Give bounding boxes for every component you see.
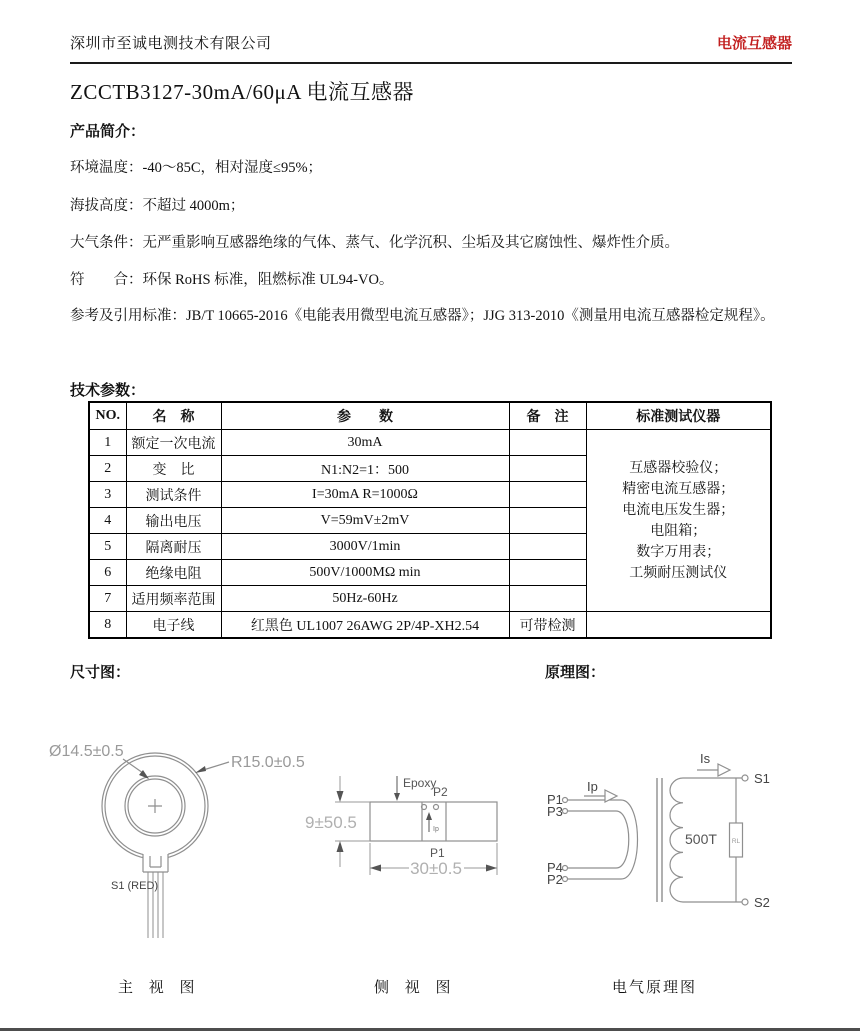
table-cell: 2 [89, 456, 126, 482]
intro-altitude: 海拔高度：不超过 4000m； [70, 198, 245, 214]
terminal-p1-node [563, 798, 568, 803]
epoxy-label: Epoxy [403, 776, 437, 790]
table-row [89, 430, 771, 456]
params-heading: 技术参数： [70, 383, 146, 399]
col-header-no: NO. [89, 402, 126, 430]
turns-label: 500T [685, 831, 717, 847]
table-cell: 变 比 [126, 456, 221, 482]
secondary-current-arrowhead [718, 764, 730, 776]
product-category-label: 电流互感器 [716, 36, 792, 52]
table-cell: 红黑色 UL1007 26AWG 2P/4P-XH2.54 [221, 612, 509, 639]
instrument-item: 电阻箱； [650, 523, 707, 539]
load-resistor-label: RL [731, 838, 741, 845]
instrument-item: 精密电流互感器； [622, 481, 735, 497]
terminal-p2-node [563, 877, 568, 882]
height-dimension: 9±50.5 [305, 813, 357, 832]
width-arrow-left [370, 865, 381, 872]
intro-temperature: 环境温度：-40～85C，相对湿度≤95%； [70, 160, 323, 176]
outer-radius-dimension: R15.0±0.5 [231, 754, 305, 771]
dimension-figure-heading: 尺寸图： [70, 665, 131, 681]
table-row [89, 612, 771, 639]
col-header-instruments: 标准测试仪器 [586, 402, 771, 430]
primary-current-label: Ip [587, 779, 598, 794]
table-header-row [89, 402, 771, 430]
width-arrow-right [486, 865, 497, 872]
table-cell: I=30mA R=1000Ω [221, 482, 509, 508]
table-cell: N1:N2=1：500 [221, 456, 509, 482]
col-header-note: 备 注 [509, 402, 586, 430]
intro-atmosphere: 大气条件：无严重影响互感器绝缘的气体、蒸气、化学沉积、尘垢及其它腐蚀性、爆炸性介质。 [70, 235, 679, 251]
table-cell: 5 [89, 534, 126, 560]
instrument-item: 电流电压发生器； [622, 502, 735, 518]
secondary-current-label: Is [700, 751, 711, 766]
inner-diameter-dimension: Ø14.5±0.5 [49, 743, 124, 760]
terminal-s2-node [742, 899, 748, 905]
table-cell [509, 508, 586, 534]
parameters-table [88, 401, 772, 639]
instruments-empty-cell [586, 612, 771, 639]
table-cell: 7 [89, 586, 126, 612]
table-cell [509, 586, 586, 612]
instrument-item: 工频耐压测试仪 [629, 565, 728, 581]
epoxy-arrowhead [394, 793, 400, 801]
table-cell: 可带检测 [509, 612, 586, 639]
table-cell: 隔离耐压 [126, 534, 221, 560]
connector-mask [143, 853, 168, 872]
side-view-drawing [300, 740, 530, 885]
table-cell: 30mA [221, 430, 509, 456]
table-cell [509, 456, 586, 482]
table-cell: 1 [89, 430, 126, 456]
height-arrow-top [337, 791, 344, 802]
terminal-p3-label: P3 [547, 804, 563, 819]
terminal-p2-label: P2 [547, 872, 563, 887]
electrical-schematic-drawing [535, 735, 830, 925]
page-header [70, 32, 792, 64]
table-cell [509, 482, 586, 508]
company-name: 深圳市至诚电测技术有限公司 [70, 36, 272, 52]
terminal-p4-node [563, 866, 568, 871]
side-view-caption: 侧 视 图 [374, 980, 457, 996]
table-cell: 测试条件 [126, 482, 221, 508]
page-title: ZCCTB3127-30mA/60μA 电流互感器 [70, 80, 415, 104]
col-header-name: 名 称 [126, 402, 221, 430]
table-cell: V=59mV±2mV [221, 508, 509, 534]
terminal-p3-node [563, 809, 568, 814]
pin-p1-label: P1 [430, 846, 445, 860]
ip-arrowhead [426, 812, 432, 820]
table-cell: 输出电压 [126, 508, 221, 534]
height-arrow-bottom [337, 841, 344, 852]
table-cell [509, 430, 586, 456]
col-header-parameter: 参 数 [221, 402, 509, 430]
pin-hole-right [434, 805, 439, 810]
table-cell: 绝缘电阻 [126, 560, 221, 586]
width-dimension: 30±0.5 [410, 859, 462, 878]
table-cell: 3000V/1min [221, 534, 509, 560]
front-view-caption: 主 视 图 [118, 980, 201, 996]
instrument-item: 数字万用表； [636, 544, 721, 560]
terminal-s2-label: S2 [754, 895, 770, 910]
outer-dim-arrowhead [195, 766, 206, 773]
table-cell: 50Hz-60Hz [221, 586, 509, 612]
pin-p2-label: P2 [433, 785, 448, 799]
table-cell [509, 534, 586, 560]
wire-color-label: S1 (RED) [111, 880, 159, 892]
center-cross-mark [148, 799, 162, 813]
table-cell: 3 [89, 482, 126, 508]
intro-compliance: 符 合：环保 RoHS 标准，阻燃标准 UL94-VO。 [70, 272, 394, 288]
intro-heading: 产品简介： [70, 124, 146, 140]
table-cell: 4 [89, 508, 126, 534]
primary-loop-inner [568, 811, 629, 868]
schematic-caption: 电气原理图 [612, 980, 698, 996]
terminal-s1-node [742, 775, 748, 781]
intro-standards: 参考及引用标准：JB/T 10665-2016《电能表用微型电流互感器》；JJG 313-2010《测量用电流互感器检定规程》。 [70, 308, 775, 324]
ip-current-label: Ip [433, 826, 439, 833]
schematic-figure-heading: 原理图： [545, 665, 606, 681]
table-cell: 额定一次电流 [126, 430, 221, 456]
table-cell: 8 [89, 612, 126, 639]
table-cell: 500V/1000MΩ min [221, 560, 509, 586]
table-cell: 适用频率范围 [126, 586, 221, 612]
terminal-p1-label: P1 [547, 792, 563, 807]
secondary-winding-coil [670, 778, 683, 902]
primary-loop-outer [568, 800, 638, 879]
front-view-drawing [35, 723, 335, 958]
terminal-s1-label: S1 [754, 771, 770, 786]
table-cell: 6 [89, 560, 126, 586]
table-cell: 电子线 [126, 612, 221, 639]
terminal-p4-label: P4 [547, 860, 563, 875]
standard-instruments-cell [586, 430, 771, 612]
table-cell [509, 560, 586, 586]
instrument-item: 互感器校验仪； [629, 460, 728, 476]
